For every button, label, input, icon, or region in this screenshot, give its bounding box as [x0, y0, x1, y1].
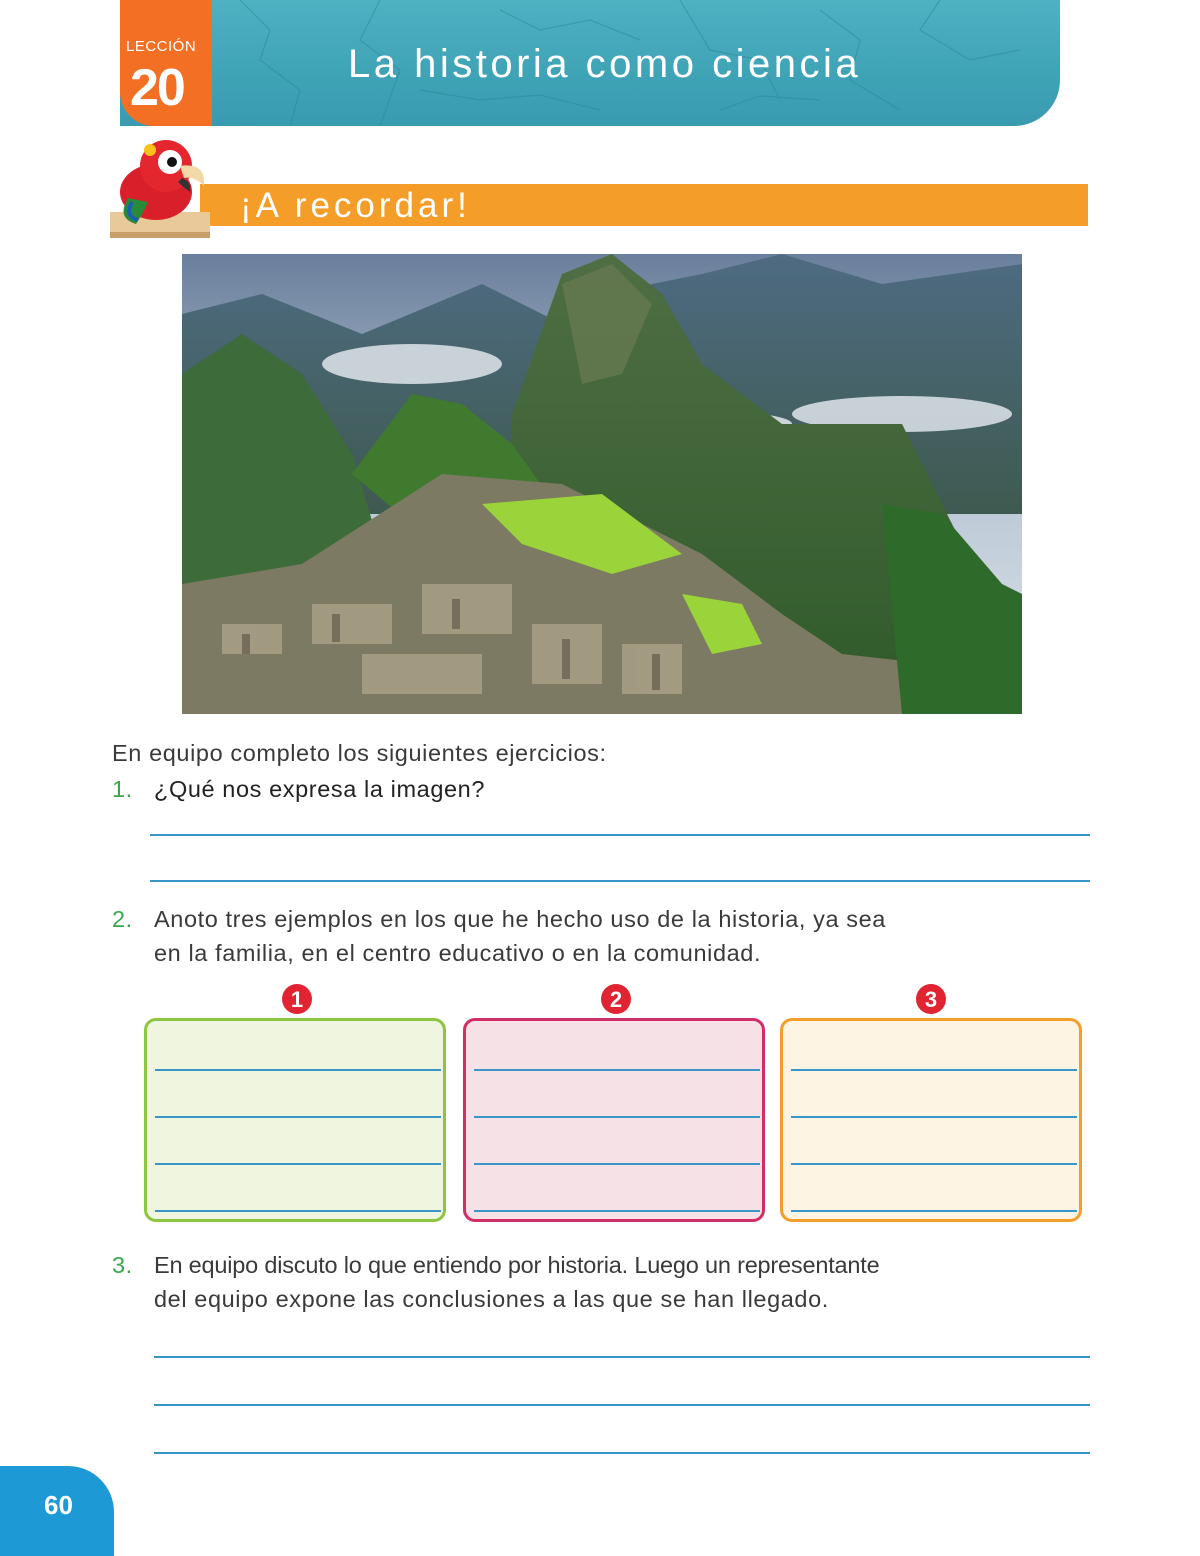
answer-line[interactable]: [154, 1452, 1090, 1454]
answer-line[interactable]: [474, 1116, 760, 1118]
page-title: La historia como ciencia: [348, 42, 862, 86]
lesson-label: LECCIÓN: [126, 38, 197, 55]
page-number: 60: [44, 1490, 73, 1520]
machu-picchu-photo: [182, 254, 1022, 714]
answer-line[interactable]: [474, 1163, 760, 1165]
question-3-number: 3.: [112, 1252, 133, 1278]
box-2-badge: 2: [601, 984, 631, 1014]
answer-line[interactable]: [150, 834, 1090, 836]
question-1-number: 1.: [112, 776, 133, 802]
question-2-text-line-1: Anoto tres ejemplos en los que he hecho uso de la historia, ya sea: [154, 906, 886, 932]
box-3-badge: 3: [916, 984, 946, 1014]
answer-box-3[interactable]: [780, 1018, 1082, 1222]
answer-line[interactable]: [791, 1069, 1077, 1071]
answer-line[interactable]: [150, 880, 1090, 882]
question-2-number: 2.: [112, 906, 133, 932]
lesson-number: 20: [130, 59, 184, 117]
question-3-text-line-2: del equipo expone las conclusiones a las que se han llegado.: [154, 1286, 829, 1312]
question-3-text-line-1: En equipo discuto lo que entiendo por historia. Luego un representante: [154, 1252, 880, 1278]
answer-line[interactable]: [474, 1210, 760, 1212]
answer-line[interactable]: [791, 1116, 1077, 1118]
question-2-text-line-2: en la familia, en el centro educativo o en la comunidad.: [154, 940, 762, 966]
section-title: ¡A recordar!: [240, 186, 471, 225]
question-1-text: ¿Qué nos expresa la imagen?: [154, 776, 486, 802]
box-1-badge: 1: [282, 984, 312, 1014]
parrot-mascot-icon: [108, 128, 218, 242]
answer-line[interactable]: [791, 1163, 1077, 1165]
answer-box-2[interactable]: [463, 1018, 765, 1222]
answer-line[interactable]: [155, 1116, 441, 1118]
answer-line[interactable]: [155, 1210, 441, 1212]
answer-line[interactable]: [474, 1069, 760, 1071]
answer-line[interactable]: [154, 1404, 1090, 1406]
answer-line[interactable]: [155, 1069, 441, 1071]
answer-box-1[interactable]: [144, 1018, 446, 1222]
intro-text: En equipo completo los siguientes ejercicios:: [112, 740, 607, 766]
answer-line[interactable]: [155, 1163, 441, 1165]
answer-line[interactable]: [154, 1356, 1090, 1358]
answer-line[interactable]: [791, 1210, 1077, 1212]
